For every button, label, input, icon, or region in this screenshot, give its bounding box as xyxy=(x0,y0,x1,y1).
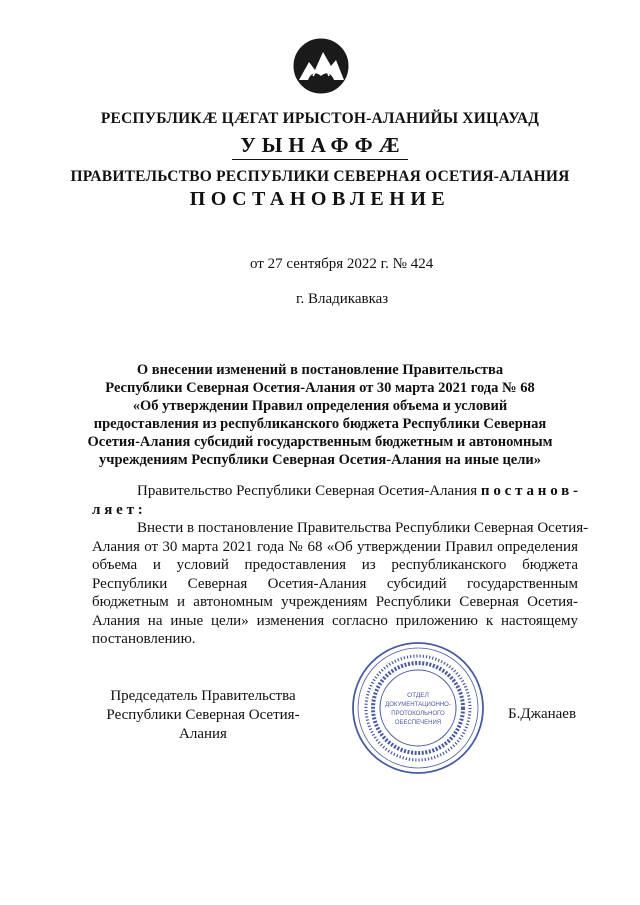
body-line: объема и условий предоставления из республиканского бюджета xyxy=(92,557,578,573)
date-and-number: от 27 сентября 2022 г. № 424 xyxy=(250,256,434,272)
decree-word-line xyxy=(92,501,578,520)
doctype-ossetian-text: УЫНАФФӔ xyxy=(232,133,407,160)
title-line: «Об утверждении Правил определения объема и условий xyxy=(132,398,508,414)
header-government-russian: ПРАВИТЕЛЬСТВО РЕСПУБЛИКИ СЕВЕРНАЯ ОСЕТИЯ-АЛАНИЯ xyxy=(70,168,570,185)
body-line: постановлению. xyxy=(92,631,196,647)
body-line: Внести в постановление Правительства Республики Северная Осетия- xyxy=(137,520,589,536)
decree-intro-text: Правительство Республики Северная Осетия-Алания xyxy=(137,483,478,499)
stamp-text: ПРОТОКОЛЬНОГО xyxy=(391,711,445,717)
stamp-text: ДОКУМЕНТАЦИОННО- xyxy=(385,702,451,708)
title-line: О внесении изменений в постановление Правительства xyxy=(136,362,504,378)
title-line: учреждениям Республики Северная Осетия-Алания на иные цели» xyxy=(99,452,541,468)
title-line: Осетия-Алания субсидий государственным бюджетным и автономным xyxy=(87,434,553,450)
coat-of-arms-emblem xyxy=(291,36,351,96)
title-line: предоставления из республиканского бюджета Республики Северная xyxy=(93,416,547,432)
decree-intro-line xyxy=(92,482,582,501)
header-doctype-ossetian xyxy=(0,133,640,160)
body-line: Алания на иные цели» изменения согласно приложению к настоящему xyxy=(92,612,578,629)
body-line: Республики Северная Осетия-Алания субсидий государственным xyxy=(92,575,578,592)
official-stamp xyxy=(350,640,486,776)
signatory-position-line: Председатель Правительства xyxy=(110,688,296,704)
title-line: Республики Северная Осетия-Алания от 30 марта 2021 года № 68 xyxy=(105,380,535,396)
body-line: бюджетным и автономным учреждениям Республики Северная Осетия- xyxy=(92,594,578,610)
signatory-position-line: Республики Северная Осетия-Алания xyxy=(106,707,300,742)
stamp-text: ОТДЕЛ xyxy=(407,692,429,699)
body-line: Алания от 30 марта 2021 года № 68 «Об утверждении Правил определения xyxy=(92,538,578,555)
header-republic-ossetian: РЕСПУБЛИКӔ ЦӔГАТ ИРЫСТОН-АЛАНИЙЫ ХИЦАУАД xyxy=(100,110,540,127)
decree-word-part2: ляет: xyxy=(92,501,147,518)
stamp-text: ОБЕСПЕЧЕНИЯ xyxy=(394,720,442,726)
signatory-position xyxy=(84,687,322,744)
signatory-name: Б.Джанаев xyxy=(508,706,577,722)
city: г. Владикавказ xyxy=(296,291,389,307)
decree-word-part1: постанов- xyxy=(480,483,582,499)
document-title xyxy=(84,361,556,469)
document-body xyxy=(92,482,589,649)
header-doctype-russian: ПОСТАНОВЛЕНИЕ xyxy=(189,188,451,210)
